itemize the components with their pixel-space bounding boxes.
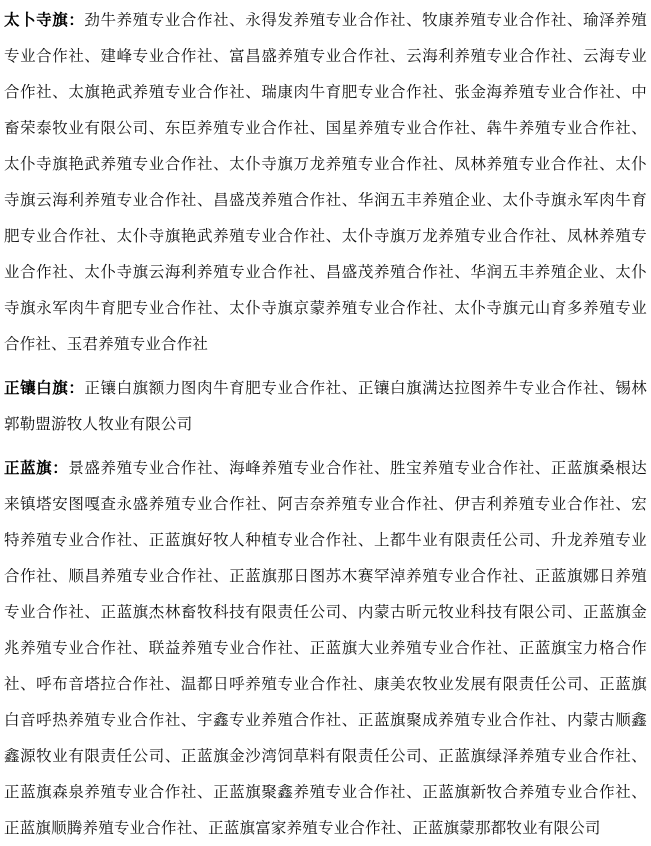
section-text: 劲牛养殖专业合作社、永得发养殖专业合作社、牧康养殖专业合作社、瑜泽养殖专业合作社、建峰专业合作社、富昌盛养殖专业合作社、云海利养殖专业合作社、云海专业合作社、太旗艳武养殖专业合作社、瑞康肉牛育肥专业合作社、张金海养殖专业合作社、中畜荣泰牧业有限公司、东臣养殖专业合作社、国星养殖专业合作社、犇牛养殖专业合作社、太仆寺旗艳武养殖专业合作社、太仆寺旗万龙养殖专业合作社、凤林养殖专业合作社、太仆寺旗云海利养殖专业合作社、昌盛茂养殖合作社、华润五丰养殖企业、太仆寺旗永军肉牛育肥专业合作社、太仆寺旗艳武养殖专业合作社、太仆寺旗万龙养殖专业合作社、凤林养殖专业合作社、太仆寺旗云海利养殖专业合作社、昌盛茂养殖合作社、华润五丰养殖企业、太仆寺旗永军肉牛育肥专业合作社、太仆寺旗京蒙养殖专业合作社、太仆寺旗元山育多养殖专业合作社、玉君养殖专业合作社 — [4, 11, 647, 353]
section-text: 景盛养殖专业合作社、海峰养殖专业合作社、胜宝养殖专业合作社、正蓝旗桑根达来镇塔安图嘎查永盛养殖专业合作社、阿吉奈养殖专业合作社、伊吉利养殖专业合作社、宏特养殖专业合作社、正蓝旗好牧人种植专业合作社、上都牛业有限责任公司、升龙养殖专业合作社、顺昌养殖专业合作社、正蓝旗那日图苏木赛罕淖养殖专业合作社、正蓝旗娜日养殖专业合作社、正蓝旗杰林畜牧科技有限责任公司、内蒙古昕元牧业科技有限公司、正蓝旗金兆养殖专业合作社、联益养殖专业合作社、正蓝旗大业养殖专业合作社、正蓝旗宝力格合作社、呼布音塔拉合作社、温都日呼养殖专业合作社、康美农牧业发展有限责任公司、正蓝旗白音呼热养殖专业合作社、宇鑫专业养殖合作社、正蓝旗聚成养殖专业合作社、内蒙古顺鑫鑫源牧业有限责任公司、正蓝旗金沙湾饲草料有限责任公司、正蓝旗绿泽养殖专业合作社、正蓝旗森泉养殖专业合作社、正蓝旗聚鑫养殖专业合作社、正蓝旗新牧合养殖专业合作社、正蓝旗顺腾养殖专业合作社、正蓝旗富家养殖专业合作社、正蓝旗蒙那都牧业有限公司 — [4, 459, 647, 837]
section-zhenglan — [4, 450, 647, 846]
section-label: 正镶白旗： — [4, 379, 85, 397]
section-label: 正蓝旗： — [4, 459, 69, 477]
section-zhengxiangbai — [4, 370, 647, 442]
section-taipusi — [4, 2, 647, 362]
section-text: 正镶白旗额力图肉牛育肥专业合作社、正镶白旗满达拉图养牛专业合作社、锡林郭勒盟游牧人牧业有限公司 — [4, 379, 647, 433]
section-label: 太卜寺旗： — [4, 11, 85, 29]
